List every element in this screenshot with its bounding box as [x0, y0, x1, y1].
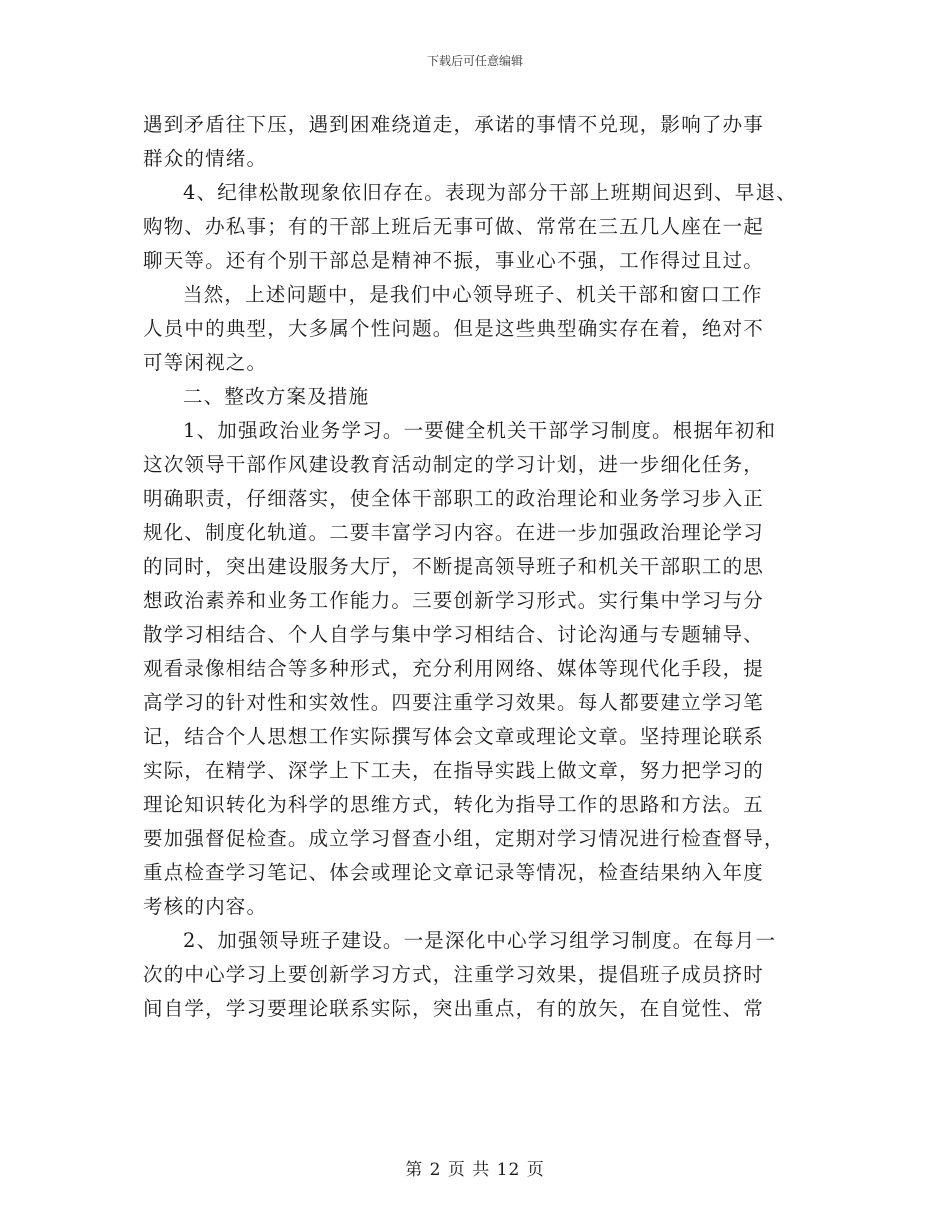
text-line: 想政治素养和业务工作能力。三要创新学习形式。实行集中学习与分	[143, 589, 765, 612]
text-line: 重点检查学习笔记、体会或理论文章记录等情况，检查结果纳入年度	[143, 861, 765, 884]
text-line: 考核的内容。	[143, 895, 268, 918]
text-line: 理论知识转化为科学的思维方式，转化为指导工作的思路和方法。五	[143, 793, 765, 816]
text-line: 记，结合个人思想工作实际撰写体会文章或理论文章。坚持理论联系	[143, 725, 765, 748]
text-line: 间自学，学习要理论联系实际，突出重点，有的放矢，在自觉性、常	[143, 997, 765, 1020]
text-line: 明确职责，仔细落实，使全体干部职工的政治理论和业务学习步入正	[143, 487, 765, 510]
text-line: 次的中心学习上要创新学习方式，注重学习效果，提倡班子成员挤时	[143, 963, 765, 986]
text-line: 要加强督促检查。成立学习督查小组，定期对学习情况进行检查督导，	[143, 827, 785, 850]
text-line: 实际，在精学、深学上下工夫，在指导实践上做文章，努力把学习的	[143, 759, 765, 782]
text-line: 当然，上述问题中，是我们中心领导班子、机关干部和窗口工作	[183, 283, 763, 306]
text-line: 规化、制度化轨道。二要丰富学习内容。在进一步加强政治理论学习	[143, 521, 765, 544]
text-line: 1、加强政治业务学习。一要健全机关干部学习制度。根据年初和	[183, 419, 777, 442]
document-body	[143, 108, 823, 1026]
text-line: 散学习相结合、个人自学与集中学习相结合、讨论沟通与专题辅导、	[143, 623, 765, 646]
text-line: 聊天等。还有个别干部总是精神不振，事业心不强，工作得过且过。	[143, 249, 765, 272]
text-line: 可等闲视之。	[143, 351, 268, 374]
text-line: 观看录像相结合等多种形式，充分利用网络、媒体等现代化手段，提	[143, 657, 765, 680]
text-line: 这次领导干部作风建设教育活动制定的学习计划，进一步细化任务，	[143, 453, 765, 476]
text-line: 4、纪律松散现象依旧存在。表现为部分干部上班期间迟到、早退、	[183, 181, 797, 204]
text-line: 群众的情绪。	[143, 147, 268, 170]
text-line: 高学习的针对性和实效性。四要注重学习效果。每人都要建立学习笔	[143, 691, 765, 714]
text-line: 2、加强领导班子建设。一是深化中心学习组学习制度。在每月一	[183, 929, 777, 952]
text-line: 二、整改方案及措施	[183, 385, 370, 408]
page-footer: 第 2 页 共 12 页	[405, 1160, 545, 1180]
text-line: 人员中的典型，大多属个性问题。但是这些典型确实存在着，绝对不	[143, 317, 765, 340]
text-line: 遇到矛盾往下压，遇到困难绕道走，承诺的事情不兑现，影响了办事	[143, 113, 765, 136]
text-line: 的同时，突出建设服务大厅，不断提高领导班子和机关干部职工的思	[143, 555, 765, 578]
text-line: 购物、办私事；有的干部上班后无事可做、常常在三五几人座在一起	[143, 215, 765, 238]
page-header: 下载后可任意编辑	[426, 54, 523, 68]
